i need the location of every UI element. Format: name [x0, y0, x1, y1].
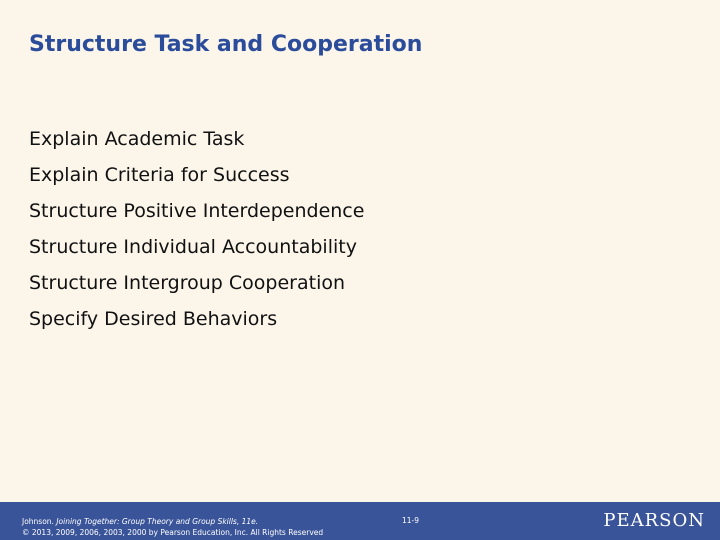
page-number: 11-9 — [402, 516, 420, 525]
copyright-line: © 2013, 2009, 2006, 2003, 2000 by Pearson Education, Inc. All Rights Reserved — [22, 528, 324, 537]
bullet-item: Structure Positive Interdependence — [29, 200, 365, 222]
footer-bar — [0, 502, 720, 540]
bullet-item: Explain Academic Task — [29, 128, 245, 150]
slide-title: Structure Task and Cooperation — [29, 32, 423, 57]
bullet-list — [29, 121, 364, 337]
citation-book-title: Joining Together: Group Theory and Group Skills, 11e. — [56, 517, 259, 526]
bullet-item: Explain Criteria for Success — [29, 164, 290, 186]
bullet-item: Structure Individual Accountability — [29, 236, 357, 258]
citation-author: Johnson. — [22, 517, 57, 526]
footer-citation — [22, 516, 323, 538]
bullet-item: Structure Intergroup Cooperation — [29, 272, 346, 294]
pearson-logo: PEARSON — [603, 510, 705, 531]
citation-line — [22, 516, 323, 527]
bullet-item: Specify Desired Behaviors — [29, 308, 278, 330]
